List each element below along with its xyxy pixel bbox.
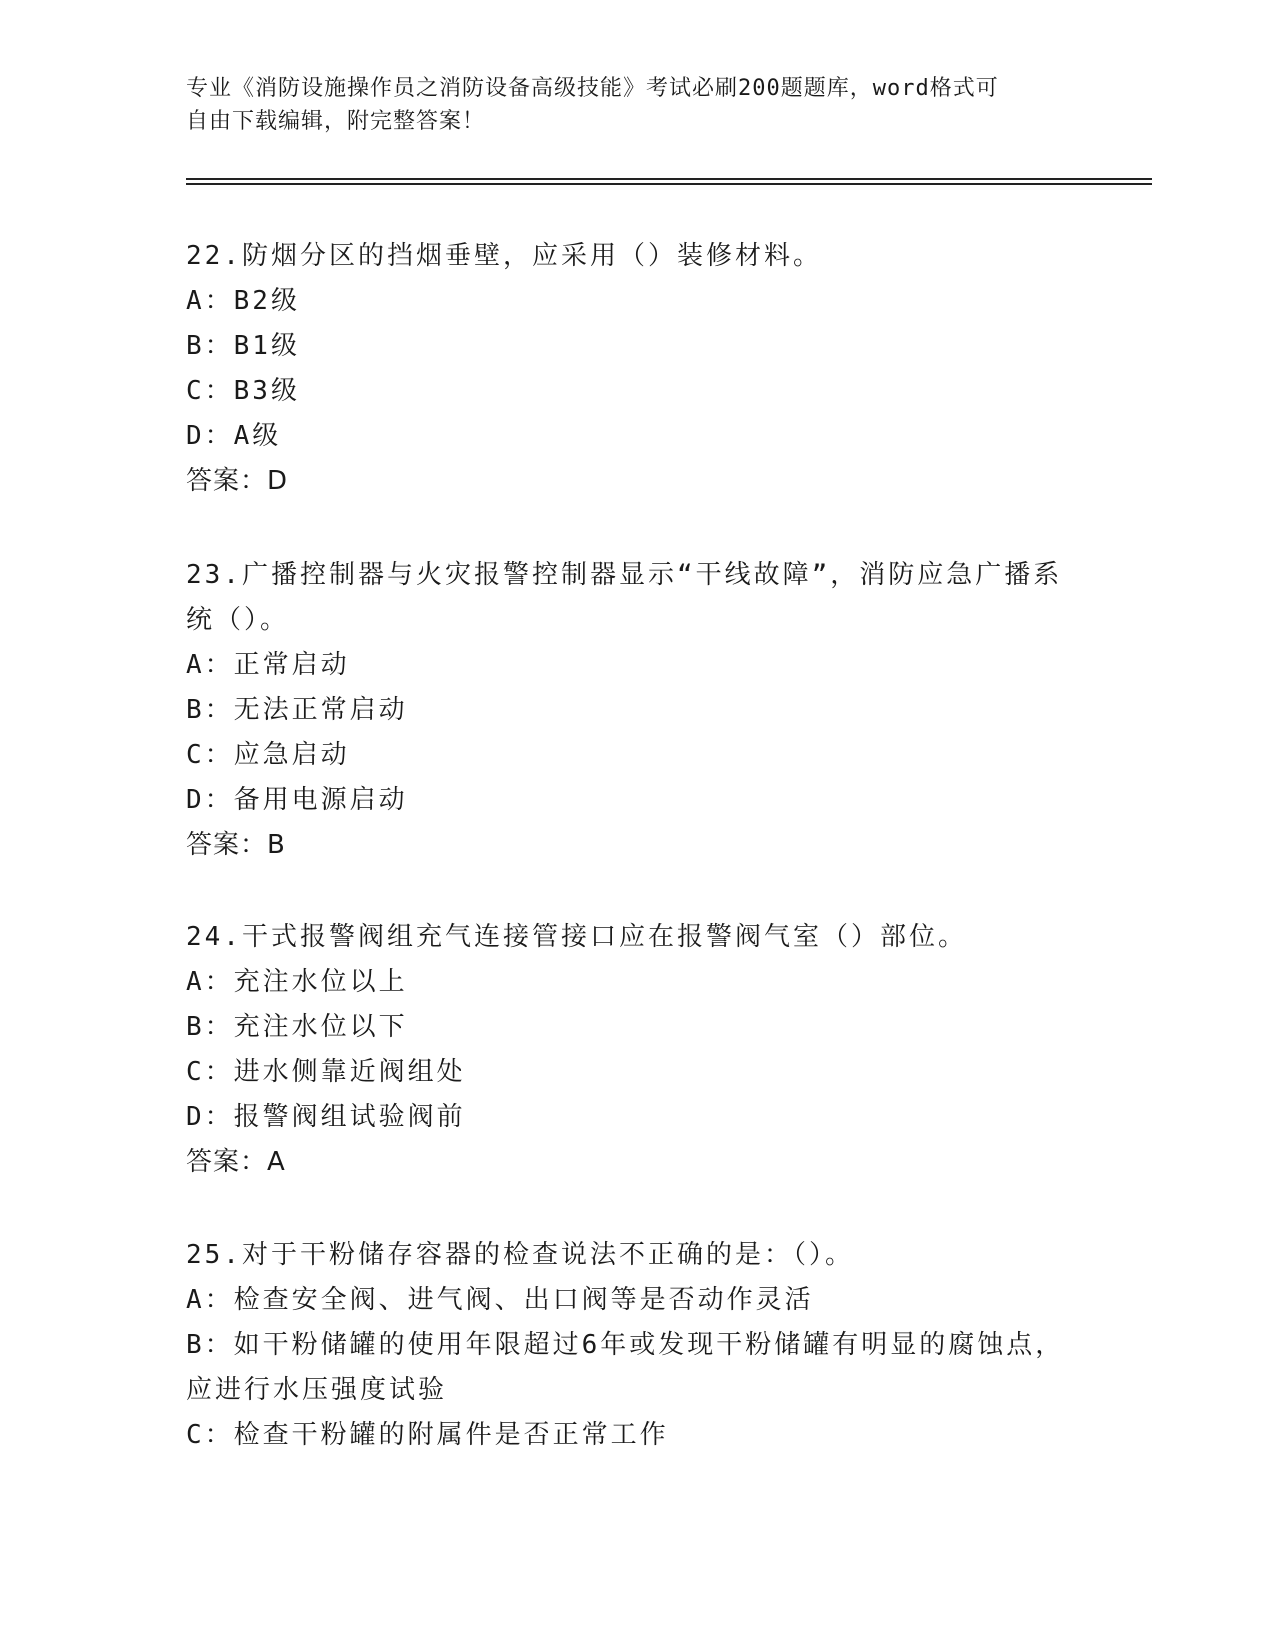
header-rule-bottom bbox=[186, 183, 1152, 185]
question-24 bbox=[186, 915, 1086, 1185]
option-c: C：应急启动 bbox=[186, 740, 350, 770]
header-line-2: 自由下载编辑，附完整答案！ bbox=[186, 109, 486, 134]
question-25 bbox=[186, 1233, 1086, 1458]
option-d: D：备用电源启动 bbox=[186, 785, 408, 815]
question-stem: 22.防烟分区的挡烟垂壁，应采用（）装修材料。 bbox=[186, 241, 822, 271]
option-d: D：报警阀组试验阀前 bbox=[186, 1102, 466, 1132]
option-d: D：A级 bbox=[186, 421, 282, 451]
question-23 bbox=[186, 553, 1086, 868]
question-stem: 24.干式报警阀组充气连接管接口应在报警阀气室（）部位。 bbox=[186, 922, 967, 952]
header-line-1: 专业《消防设施操作员之消防设备高级技能》考试必刷200题题库，word格式可 bbox=[186, 76, 999, 101]
answer-line: 答案：A bbox=[186, 1147, 286, 1177]
document-header bbox=[186, 72, 1086, 138]
answer-line: 答案：B bbox=[186, 830, 286, 860]
option-c: C：检查干粉罐的附属件是否正常工作 bbox=[186, 1420, 669, 1450]
option-a: A：检查安全阀、进气阀、出口阀等是否动作灵活 bbox=[186, 1285, 814, 1315]
question-stem-line-2: 统（）。 bbox=[186, 605, 290, 635]
option-c: C：进水侧靠近阀组处 bbox=[186, 1057, 466, 1087]
question-stem-line-1: 23.广播控制器与火灾报警控制器显示“干线故障”，消防应急广播系 bbox=[186, 560, 1063, 590]
option-b-line-1: B：如干粉储罐的使用年限超过6年或发现干粉储罐有明显的腐蚀点， bbox=[186, 1330, 1065, 1360]
option-a: A：B2级 bbox=[186, 286, 300, 316]
question-22 bbox=[186, 234, 1086, 504]
option-c: C：B3级 bbox=[186, 376, 300, 406]
option-b: B：充注水位以下 bbox=[186, 1012, 408, 1042]
question-stem: 25.对于干粉储存容器的检查说法不正确的是：（）。 bbox=[186, 1240, 854, 1270]
option-a: A：充注水位以上 bbox=[186, 967, 408, 997]
option-a: A：正常启动 bbox=[186, 650, 350, 680]
answer-line: 答案：D bbox=[186, 466, 289, 496]
header-rule-top bbox=[186, 178, 1152, 180]
option-b: B：无法正常启动 bbox=[186, 695, 408, 725]
option-b: B：B1级 bbox=[186, 331, 300, 361]
option-b-line-2: 应进行水压强度试验 bbox=[186, 1375, 448, 1405]
